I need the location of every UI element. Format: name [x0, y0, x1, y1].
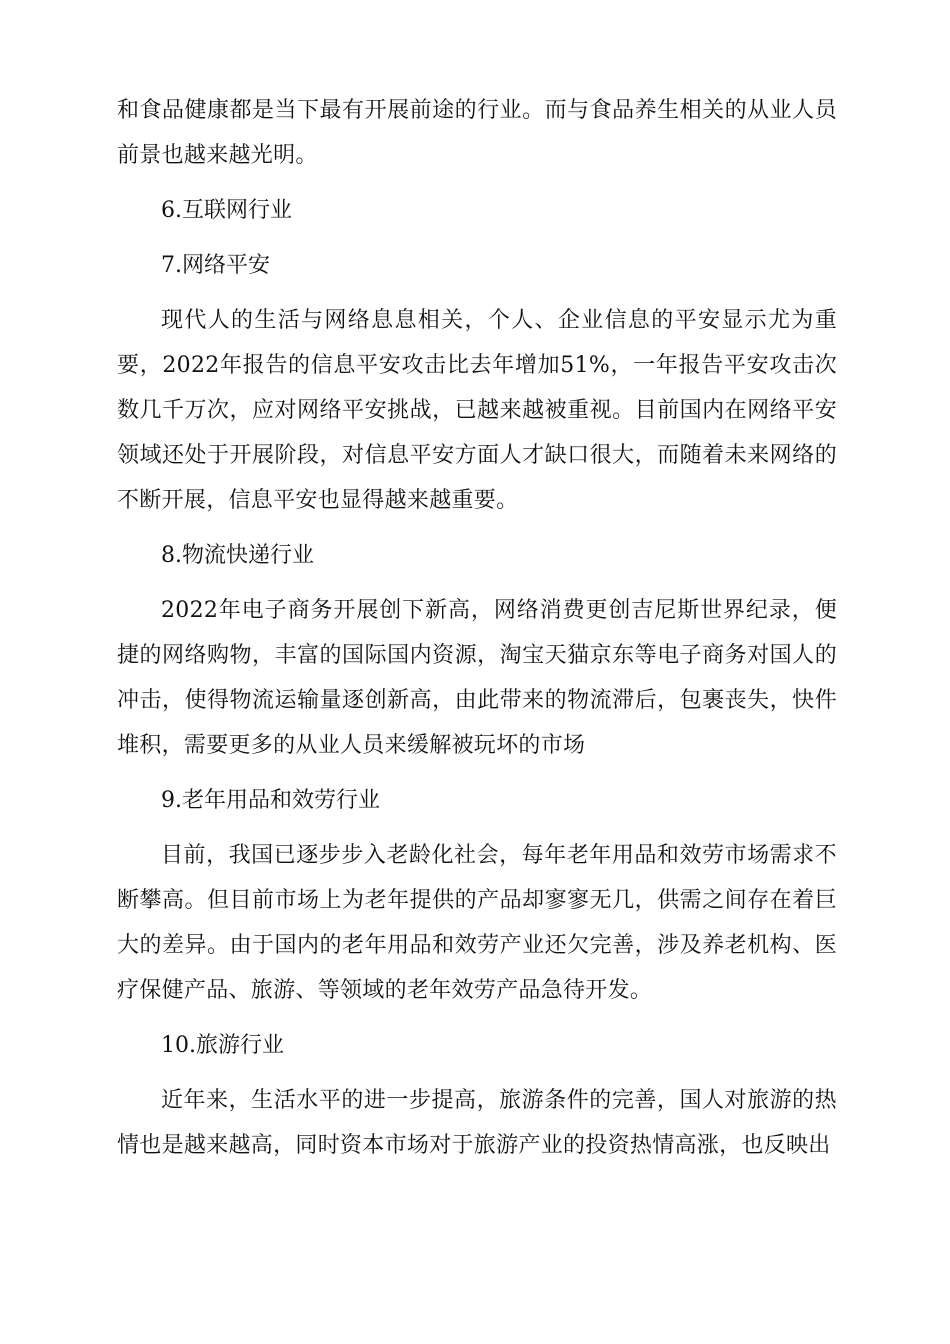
heading-network-security: 7.网络平安 — [161, 253, 270, 278]
paragraph-gap — [117, 178, 837, 188]
paragraph-gap — [117, 578, 837, 588]
paragraph-gap — [117, 1068, 837, 1078]
paragraph-gap — [117, 233, 837, 243]
paragraph-gap — [117, 1013, 837, 1023]
heading-logistics-industry: 8.物流快递行业 — [161, 543, 314, 568]
paragraph-gap — [117, 523, 837, 533]
paragraph-elderly-services: 目前，我国已逐步步入老龄化社会，每年老年用品和效劳市场需求不断攀高。但目前市场上为老年提供的产品却寥寥无几，供需之间存在着巨大的差异。由于国内的老年用品和效劳产业还欠完善，涉及养老机构、医疗保健产品、旅游、等领域的老年效劳产品急待开发。 — [117, 843, 837, 1003]
paragraph-food-health-continued: 和食品健康都是当下最有开展前途的行业。而与食品养生相关的从业人员前景也越来越光明。 — [117, 98, 837, 168]
heading-internet-industry: 6.互联网行业 — [161, 198, 292, 223]
paragraph-gap — [117, 288, 837, 298]
paragraph-gap — [117, 823, 837, 833]
paragraph-tourism: 近年来，生活水平的进一步提高，旅游条件的完善，国人对旅游的热情也是越来越高，同时资本市场对于旅游产业的投资热情高涨，也反映出 — [117, 1088, 837, 1158]
heading-tourism-industry: 10.旅游行业 — [161, 1033, 284, 1058]
document-body — [117, 88, 837, 1168]
paragraph-logistics: 2022年电子商务开展创下新高，网络消费更创吉尼斯世界纪录，便捷的网络购物，丰富的国际国内资源，淘宝天猫京东等电子商务对国人的冲击，使得物流运输量逐创新高，由此带来的物流滞后，包裹丧失，快件堆积，需要更多的从业人员来缓解被玩坏的市场 — [117, 598, 837, 758]
paragraph-gap — [117, 768, 837, 778]
heading-elderly-services: 9.老年用品和效劳行业 — [161, 788, 380, 813]
paragraph-network-security: 现代人的生活与网络息息相关，个人、企业信息的平安显示尤为重要，2022年报告的信息平安攻击比去年增加51%，一年报告平安攻击次数几千万次，应对网络平安挑战，已越来越被重视。目前国内在网络平安领域还处于开展阶段，对信息平安方面人才缺口很大，而随着未来网络的不断开展，信息平安也显得越来越重要。 — [117, 308, 837, 513]
